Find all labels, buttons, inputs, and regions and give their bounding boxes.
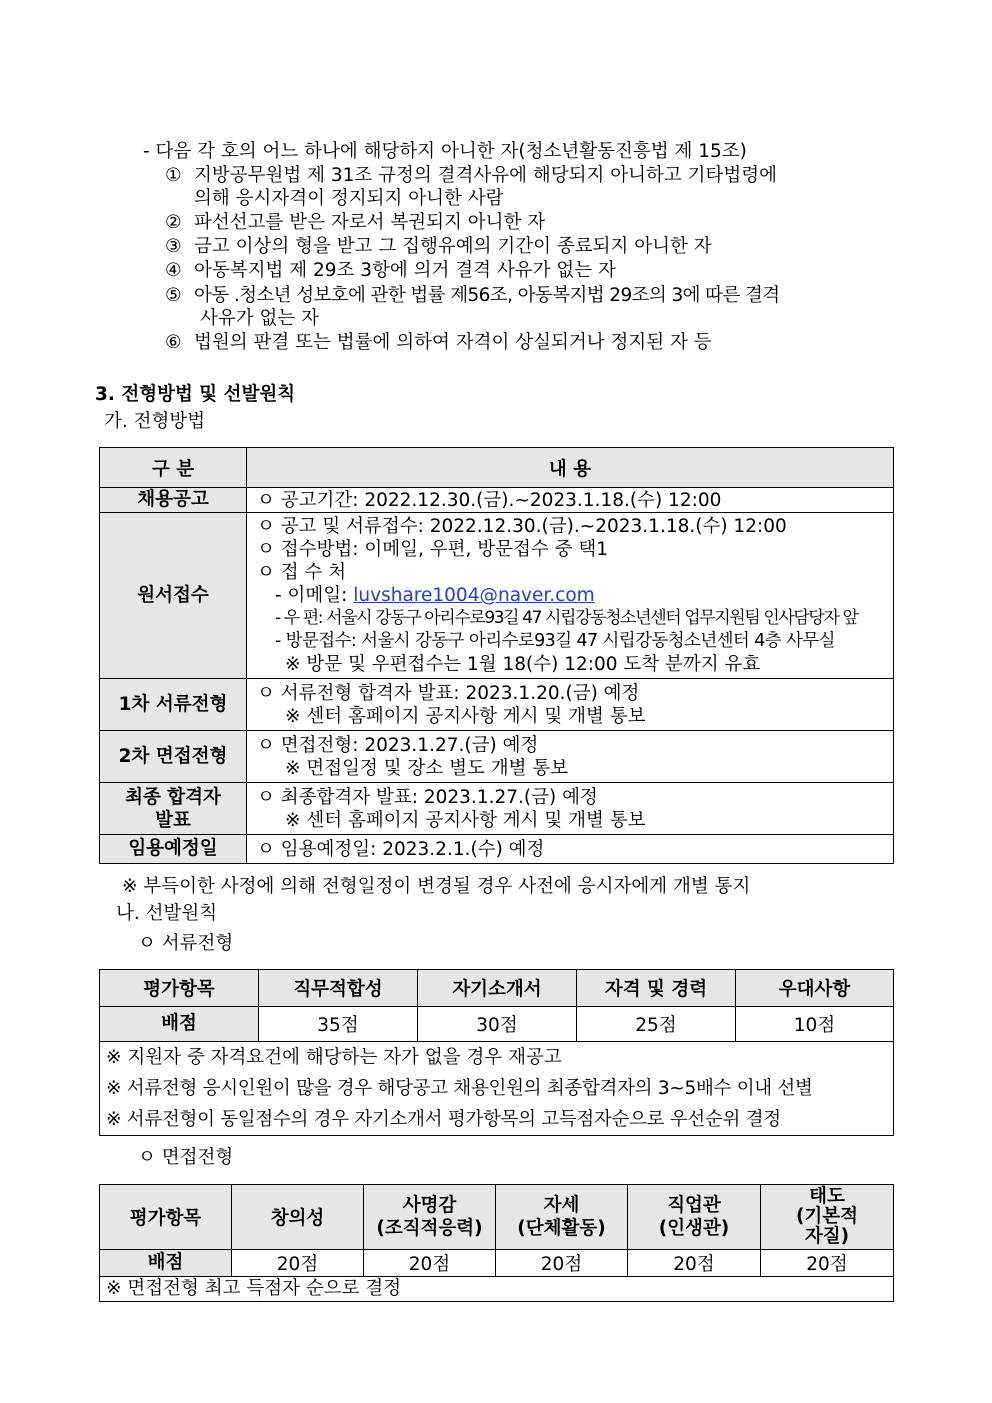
application-mail-address: - 우 편: 서울시 강동구 아리수로93길 47 시립강동청소년센터 업무지원팀 인사담당자 앞 [275,608,858,628]
int-score-manner: 20점 [761,1250,894,1277]
int-note-cell [100,1277,894,1302]
subsection-a-title: 가. 전형방법 [104,411,206,432]
row-label-final [100,783,247,835]
section-title: 3. 전형방법 및 선발원칙 [95,384,296,405]
doc-header-item: 평가항목 [100,970,259,1007]
int-note-row [100,1277,894,1302]
int-header-mission-2: (조직적응력) [376,1218,483,1239]
eligibility-item-3: 금고 이상의 형을 받고 그 집행유예의 기간이 종료되지 아니한 자 [194,236,712,257]
int-header-vocation [628,1185,761,1250]
doc-screening-title: ㅇ 서류전형 [138,933,234,954]
final-label-line1: 최종 합격자 [125,786,221,808]
table-header-row [100,970,894,1007]
table-row [100,513,894,679]
int-header-manner [761,1185,894,1250]
table-row [100,783,894,835]
int-header-attitude [496,1185,628,1250]
int-note: ※ 면접전형 최고 득점자 순으로 결정 [106,1278,402,1299]
doc-notes-row [100,1042,894,1136]
int-header-vocation-1: 직업관 [667,1195,721,1216]
row-label-application: 원서접수 [100,513,247,679]
doc-screening-note: ※ 센터 홈페이지 공지사항 게시 및 개별 통보 [285,705,646,727]
table-row [100,488,894,513]
table-row [100,1007,894,1042]
row-label-announcement: 채용공고 [100,488,247,513]
row-label-doc-screening: 1차 서류전형 [100,679,247,731]
application-email-line [257,584,893,607]
row-content-application [247,513,894,679]
table-row [100,679,894,731]
int-score-creativity: 20점 [232,1250,364,1277]
eligibility-item-2-num: ② [165,212,182,233]
row-label-appointment: 임용예정일 [100,835,247,864]
appointment-date: ㅇ 임용예정일: 2023.2.1.(수) 예정 [257,838,545,860]
doc-note-1: ※ 지원자 중 자격요건에 해당하는 자가 없을 경우 재공고 [106,1047,562,1068]
interview-title: ㅇ 면접전형 [138,1147,234,1168]
int-header-attitude-2: (단체활동) [517,1218,606,1239]
eligibility-item-5: 아동 .청소년 성보호에 관한 법률 제56조, 아동복지법 29조의 3에 따른 결격 [194,285,780,306]
int-header-manner-1: 태도 [809,1186,845,1207]
doc-note-2: ※ 서류전형 응시인원이 많을 경우 해당공고 채용인원의 최종합격자의 3~5배수 이내 선별 [106,1078,813,1099]
eligibility-item-1: 지방공무원법 제 31조 규정의 결격사유에 해당되지 아니하고 기타법령에 [194,165,777,186]
doc-header-intro: 자기소개서 [418,970,577,1007]
int-header-item: 평가항목 [100,1185,232,1250]
doc-note-3: ※ 서류전형이 동일점수의 경우 자기소개서 평가항목의 고득점자순으로 우선순위 결정 [106,1109,781,1130]
doc-score-intro: 30점 [418,1007,577,1042]
doc-header-fit: 직무적합성 [259,970,418,1007]
int-header-mission-1: 사명감 [402,1195,457,1216]
application-period: ㅇ 공고 및 서류접수: 2022.12.30.(금).~2023.1.18.(수) 12:00 [257,516,787,537]
table-row [100,1250,894,1277]
eligibility-item-1-num: ① [165,165,182,186]
eligibility-item-6: 법원의 판결 또는 법률에 의하여 자격이 상실되거나 정지된 자 등 [194,332,712,353]
doc-score-label: 배점 [100,1007,259,1042]
table-header-row [100,448,894,488]
application-method: ㅇ 접수방법: 이메일, 우편, 방문접수 중 택1 [257,539,608,560]
row-content-appointment [247,835,894,864]
doc-header-career: 자격 및 경력 [577,970,736,1007]
row-label-interview: 2차 면접전형 [100,731,247,783]
header-category: 구 분 [100,448,247,488]
int-header-mission [364,1185,496,1250]
announcement-period: ㅇ 공고기간: 2022.12.30.(금).~2023.1.18.(수) 12:00 [257,489,722,511]
doc-score-career: 25점 [577,1007,736,1042]
int-header-manner-3: 자질) [804,1226,850,1247]
eligibility-item-4: 아동복지법 제 29조 3항에 의거 결격 사유가 없는 자 [194,260,616,281]
int-header-vocation-2: (인생관) [658,1218,730,1239]
eligibility-item-5-num: ⑤ [165,285,182,306]
eligibility-item-6-num: ⑥ [165,332,182,353]
final-announce: ㅇ 최종합격자 발표: 2023.1.27.(금) 예정 [257,786,598,808]
doc-score-preference: 10점 [736,1007,894,1042]
int-header-manner-2: (기본적 [795,1206,859,1227]
row-content-interview [247,731,894,783]
table-row [100,835,894,864]
table-header-row [100,1185,894,1250]
eligibility-item-4-num: ④ [165,260,182,281]
eligibility-item-1-cont: 의해 응시자격이 정지되지 아니한 사람 [194,188,504,209]
email-label: - 이메일: [275,585,354,606]
row-content-final [247,783,894,835]
application-place-title: ㅇ 접 수 처 [257,562,347,583]
subsection-b-title: 나. 선발원칙 [116,903,218,924]
eligibility-item-5-cont: 사유가 없는 자 [200,308,319,329]
doc-score-fit: 35점 [259,1007,418,1042]
application-visit-address: - 방문접수: 서울시 강동구 아리수로93길 47 시립강동청소년센터 4층 사무실 [275,631,835,651]
final-label-line2: 발표 [155,809,191,831]
interview-table [99,1184,894,1302]
interview-note: ※ 면접일정 및 장소 별도 개별 통보 [285,757,569,779]
interview-date: ㅇ 면접전형: 2023.1.27.(금) 예정 [257,734,539,756]
row-content-announcement [247,488,894,513]
int-score-label: 배점 [100,1250,232,1277]
eligibility-item-2: 파선선고를 받은 자로서 복권되지 아니한 자 [194,212,546,233]
int-score-mission: 20점 [364,1250,496,1277]
row-content-doc-screening [247,679,894,731]
email-link[interactable]: luvshare1004@naver.com [353,585,595,606]
selection-method-table [99,447,894,864]
doc-header-preference: 우대사항 [736,970,894,1007]
doc-screening-announce: ㅇ 서류전형 합격자 발표: 2023.1.20.(금) 예정 [257,682,640,704]
eligibility-intro: - 다음 각 호의 어느 하나에 해당하지 아니한 자(청소년활동진흥법 제 15조) [143,141,747,162]
schedule-change-note: ※ 부득이한 사정에 의해 전형일정이 변경될 경우 사전에 응시자에게 개별 통지 [122,876,751,897]
doc-notes-cell [100,1042,894,1136]
header-content: 내 용 [247,448,894,488]
int-header-creativity: 창의성 [232,1185,364,1250]
final-note: ※ 센터 홈페이지 공지사항 게시 및 개별 통보 [285,809,646,831]
eligibility-item-3-num: ③ [165,236,182,257]
table-row [100,731,894,783]
doc-screening-table [99,969,894,1136]
application-deadline-note: ※ 방문 및 우편접수는 1월 18(수) 12:00 도착 분까지 유효 [285,654,761,675]
int-header-attitude-1: 자세 [543,1195,580,1216]
int-score-vocation: 20점 [628,1250,761,1277]
int-score-attitude: 20점 [496,1250,628,1277]
